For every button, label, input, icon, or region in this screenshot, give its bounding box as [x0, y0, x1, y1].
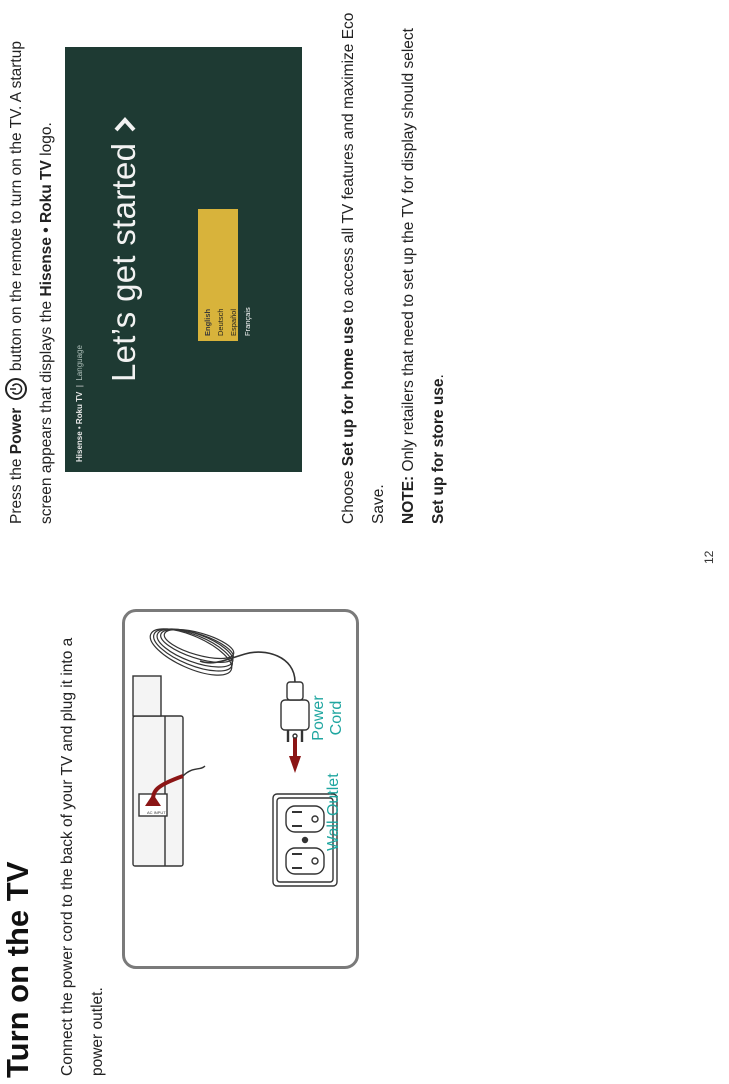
- wall-outlet-label: Wall Outlet: [325, 773, 342, 851]
- language-option-english[interactable]: English: [203, 308, 212, 336]
- tv-headline: Let’s get started: [105, 117, 143, 382]
- language-option-francais[interactable]: Français: [243, 307, 252, 336]
- power-word: Power: [8, 407, 25, 455]
- ac-input-label: AC INPUT: [147, 810, 166, 815]
- tv-brand-bar: Hisense • Roku TV | Language: [75, 345, 84, 462]
- power-cord-diagram: [125, 612, 356, 966]
- chevron-right-icon: [113, 117, 137, 133]
- plug-icon: [281, 682, 309, 742]
- page-title: Turn on the TV: [0, 861, 35, 1078]
- power-icon: [5, 378, 27, 400]
- power-step-text: Press the Power button on the remote to turn on the TV. A startup screen appears that displays the Hisense • Roku TV logo.: [2, 4, 62, 524]
- power-cord-label: Power Cord: [310, 695, 345, 741]
- page-number: 12: [702, 550, 716, 564]
- tv-breadcrumb: Language: [75, 345, 84, 381]
- language-option-espanol[interactable]: Español: [229, 308, 238, 336]
- language-option-deutsch[interactable]: Deutsch: [216, 308, 225, 336]
- note-text: NOTE: Only retailers that need to set up the TV for display should select Set up for store use.: [400, 28, 447, 524]
- tv-startup-screen: [65, 47, 302, 472]
- power-connection-illustration: [122, 609, 359, 969]
- connect-instructions: Connect the power cord to the back of your TV and plug it into a power outlet.: [59, 637, 106, 1076]
- note-label: NOTE:: [400, 475, 417, 524]
- tv-back-panel-icon: [133, 676, 183, 866]
- logo-name: Hisense • Roku TV: [38, 160, 55, 297]
- store-use-option: Set up for store use: [430, 378, 447, 524]
- home-use-option: Set up for home use: [340, 317, 357, 467]
- plug-in-arrow-icon: [289, 756, 301, 773]
- cord-coil-icon: [144, 619, 237, 684]
- home-use-text: Choose Set up for home use to access all TV features and maximize Eco Save.: [340, 12, 387, 524]
